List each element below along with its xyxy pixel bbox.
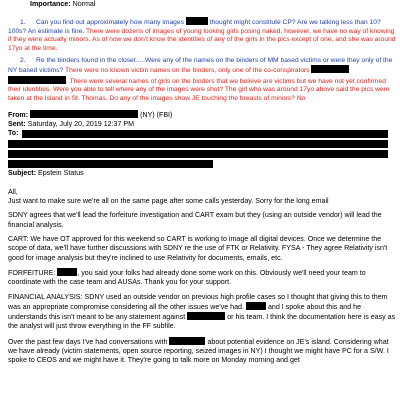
redaction: [187, 312, 225, 320]
question-2-answer-a: There were no known victim names on the binders, only one of the co-conspirators: [65, 67, 310, 75]
to-line: [8, 129, 396, 138]
question-1-number: 1.: [20, 19, 26, 27]
subject-value: Epstein Status: [37, 168, 84, 177]
importance-line: [8, 0, 396, 9]
forfeiture-text: , you said your folks had already done some work on this. Obviously we'll need your team to coordinate with the case team and AUSAs. Thank you for your support.: [8, 268, 366, 287]
redaction: [186, 17, 208, 25]
question-1-text-b: thought might constitute CP? Are we talking less than 10? 100s? An estimate is fine.: [8, 19, 381, 35]
subject-line: [8, 169, 396, 178]
island-text-a: Over the past few days I've had conversations with: [8, 337, 168, 346]
question-2: [8, 57, 396, 104]
email-body: [8, 188, 396, 366]
importance-label: Importance:: [30, 0, 71, 8]
redaction: [30, 110, 138, 118]
body-paragraph-1: Just want to make sure we're all on the same page after some calls yesterday. Sorry for the long email: [8, 197, 329, 206]
redaction: [8, 140, 388, 148]
subject-label: Subject:: [8, 168, 36, 177]
question-1-text-a: Can you find out approximately how many images: [36, 19, 184, 27]
financial-text-c: or his team. I think the documentation here is easy as the analyst will just throw everything in the FF subfile.: [8, 313, 396, 331]
question-1: [8, 17, 396, 53]
redaction: [8, 150, 388, 158]
redaction: [8, 76, 66, 84]
body-paragraph-3: CART: We have OT approved for this weekend so CART is working to image all digital devices. Once we determine the scope of data, we'll have further discussions with SDNY re the use of FTK or Relativity. FYSA - They agree Relativity isn't good for image analysis but they're inclined to use Relativity for documents, emails, etc.: [8, 235, 388, 262]
question-2-number: 2.: [20, 56, 26, 64]
from-label: From:: [8, 110, 29, 119]
importance-value: Normal: [72, 0, 96, 8]
question-1-answer: There were dozens of images of young looking girls posing naked, however, we have no way of knowing if they were actually minors. As of now we don't know the identities of any of the girls in the pics except of one, and she was around 17yo at the time.: [8, 27, 396, 53]
redaction: [8, 160, 213, 168]
body-paragraph-4: [8, 268, 396, 288]
financial-text-b: and I spoke about this and he understands this isn't meant to be any statement against: [8, 302, 362, 322]
from-value: (NY) (FBI): [140, 110, 173, 119]
redaction: [57, 268, 77, 276]
redaction: [311, 65, 349, 73]
to-label: To:: [8, 129, 19, 138]
question-2-answer-b: . There were several names of girls on the binders that we believe are victims but we have not yet confirmed their identities. Were you able to tell where any of the images were shot? The girl who was around 17yo above said the pics were taken at the Island in St. Thomas. Do any of the images show JE touching the breasts of minors? No: [8, 77, 390, 103]
sent-label: Sent:: [8, 119, 26, 128]
questions-section: [8, 17, 396, 103]
sent-line: [8, 120, 396, 129]
redaction: [22, 130, 388, 138]
island-text-b: about potential evidence on JE's island. Considering what we have already (victim statements, open source reporting, seized images in NY) I thought we might have PC for a S/W. I spoke to CEOS and we might have it. They're going to talk more on Monday morning and get: [8, 337, 389, 365]
body-paragraph-6: [8, 337, 396, 366]
financial-text-a: FINANCIAL ANALYSIS: SDNY used an outside vendor on previous high profile cases so I thought that giving this to them was an appropriate compromise considering all the other issues we've had.: [8, 292, 388, 311]
forfeiture-label: FORFEITURE:: [8, 268, 56, 277]
greeting: All,: [8, 187, 18, 196]
body-paragraph-5: [8, 293, 396, 332]
question-2-text: Re the binders found in the closet.....Were any of the names on the binders of MM based victims or were they only of the NY based victims?: [8, 56, 393, 75]
redaction: [169, 337, 205, 345]
body-paragraph-2: SDNY agrees that we'll lead the forfeiture investigation and CART exam but they (using an outside vendor) will lead the financial analysis.: [8, 211, 382, 229]
redaction: [246, 302, 266, 310]
email-header: [8, 110, 396, 178]
sent-value: Saturday, July 20, 2019 12:37 PM: [27, 119, 135, 128]
from-line: [8, 110, 396, 120]
